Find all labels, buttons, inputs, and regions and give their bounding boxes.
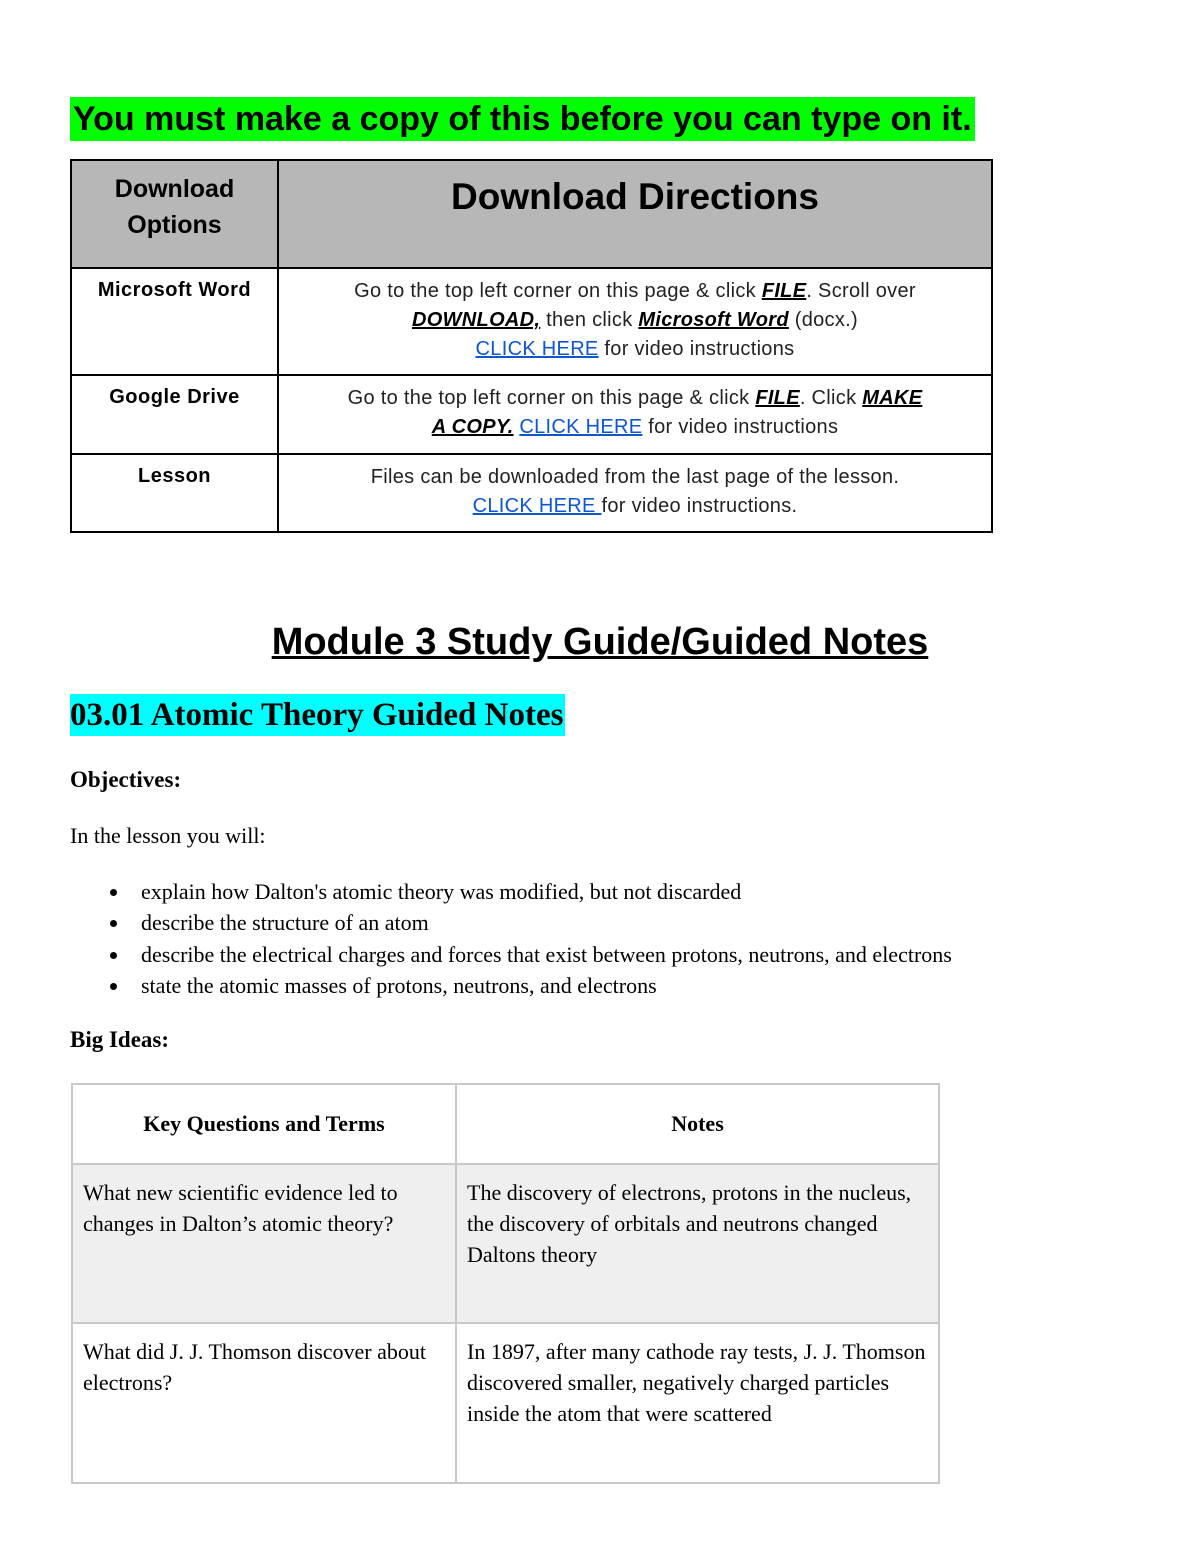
objectives-intro: In the lesson you will: [70,823,266,848]
bullet-icon [110,983,117,990]
notes-answer-cell[interactable]: In 1897, after many cathode ray tests, J. J. Thomson discovered smaller, negatively charged particles inside the atom that were scattered [456,1323,939,1483]
copy-warning-banner: You must make a copy of this before you can type on it. [70,97,975,141]
download-table-header [71,160,992,268]
notes-header: Notes [456,1084,939,1164]
bullet-icon [110,952,117,959]
directions-text: for video instructions [598,338,795,360]
list-item [104,876,952,907]
directions-text: then click [540,309,639,331]
objective-text: state the atomic masses of protons, neutrons, and electrons [141,972,657,998]
directions-text: Go to the top left corner on this page & click [354,280,762,302]
file-menu-ref: FILE [761,280,807,302]
key-question-cell: What did J. J. Thomson discover about electrons? [72,1323,456,1483]
directions-text: for video instructions. [601,495,798,517]
directions-google-drive [278,375,992,454]
list-item [104,939,952,970]
download-row-microsoft-word [71,268,992,375]
directions-text: Go to the top left corner on this page & click [347,387,756,409]
bullet-icon [110,920,117,927]
directions-text: Files can be downloaded from the last page of the lesson. [370,466,900,488]
list-item [104,970,952,1001]
directions-microsoft-word [278,268,992,375]
directions-text: . Scroll over [806,280,916,302]
directions-text: . Click [799,387,863,409]
objectives-list [104,876,952,1001]
make-a-copy-ref: MAKE A COPY. [431,387,923,438]
big-ideas-label: Big Ideas: [70,1027,170,1052]
download-options-table [70,159,993,533]
objectives-label: Objectives: [70,767,182,792]
option-label-microsoft-word: Microsoft Word [71,268,278,375]
objective-text: describe the electrical charges and forces that exist between protons, neutrons, and electrons [141,941,952,967]
download-row-google-drive [71,375,992,454]
directions-lesson [278,454,992,532]
table-row [72,1164,939,1323]
directions-text: for video instructions [642,416,839,438]
download-row-lesson [71,454,992,532]
file-menu-ref: FILE [755,387,800,409]
download-directions-header: Download Directions [278,160,992,268]
microsoft-word-ref: Microsoft Word [638,309,789,331]
download-menu-ref: DOWNLOAD, [412,309,541,331]
video-instructions-link-lesson[interactable]: CLICK HERE [472,495,602,517]
key-questions-header: Key Questions and Terms [72,1084,456,1164]
option-label-google-drive: Google Drive [71,375,278,454]
list-item [104,907,952,938]
video-instructions-link-word[interactable]: CLICK HERE [475,338,599,360]
option-label-lesson: Lesson [71,454,278,532]
video-instructions-link-drive[interactable]: CLICK HERE [519,416,643,438]
notes-answer-cell[interactable]: The discovery of electrons, protons in the nucleus, the discovery of orbitals and neutrons changed Daltons theory [456,1164,939,1323]
objective-text: describe the structure of an atom [141,910,429,936]
bullet-icon [110,889,117,896]
objective-text: explain how Dalton's atomic theory was modified, but not discarded [141,879,742,904]
key-question-cell: What new scientific evidence led to changes in Dalton’s atomic theory? [72,1164,456,1323]
notes-table-header [72,1084,939,1164]
section-heading: 03.01 Atomic Theory Guided Notes [70,694,565,736]
guided-notes-table [71,1083,940,1484]
download-options-header: Download Options [71,160,278,268]
table-row [72,1323,939,1483]
module-title: Module 3 Study Guide/Guided Notes [271,621,929,663]
directions-text: (docx.) [788,309,858,331]
